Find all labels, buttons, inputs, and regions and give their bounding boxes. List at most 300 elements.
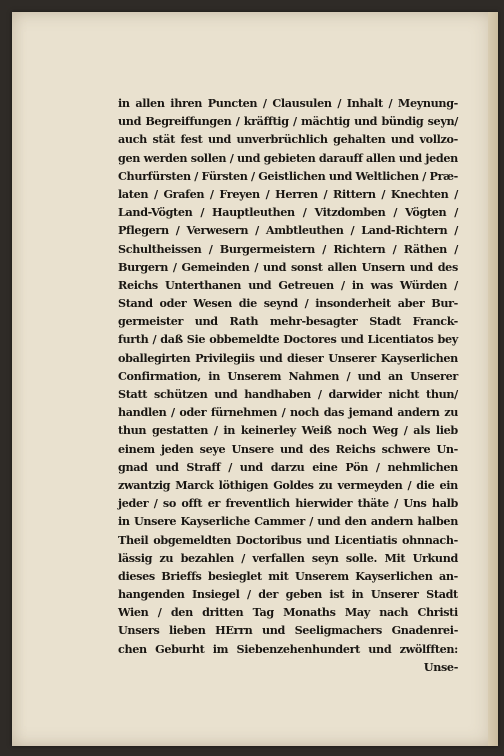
- word: oballegirten: [118, 350, 191, 365]
- word: Doctoribus: [236, 532, 302, 547]
- word: ein: [439, 477, 458, 492]
- word: seyn/: [427, 114, 458, 129]
- word: Kayserlichen: [380, 350, 458, 365]
- word: löthigen: [218, 477, 269, 492]
- word: Vögten: [405, 205, 447, 220]
- word: /: [388, 96, 393, 110]
- word: geben: [285, 587, 322, 602]
- word: /: [403, 423, 408, 438]
- word: Rath: [229, 314, 259, 329]
- word: Hauptleuthen: [212, 205, 295, 220]
- word: /: [153, 186, 158, 201]
- word: handlen: [118, 405, 167, 420]
- text-line: [118, 567, 458, 585]
- word: Urkund: [412, 550, 458, 565]
- word: Unserer: [328, 350, 376, 365]
- word: thun/: [426, 387, 458, 401]
- word: /: [247, 587, 251, 602]
- word: thun: [118, 423, 147, 438]
- word: des: [309, 441, 330, 456]
- word: Fürsten: [201, 168, 248, 183]
- word: Unserer: [370, 587, 419, 602]
- word: Christi: [417, 605, 458, 620]
- word: /: [393, 205, 398, 220]
- word: laten: [118, 186, 149, 201]
- word: Pön: [345, 459, 369, 474]
- word: hierwider: [295, 496, 353, 511]
- word: gen: [118, 150, 141, 165]
- word: oder: [179, 405, 207, 420]
- word: /: [213, 423, 218, 438]
- word: mit: [268, 568, 289, 583]
- word: /: [317, 387, 322, 401]
- word: /: [241, 550, 246, 565]
- word: Licentiatos: [367, 332, 434, 347]
- word: und: [354, 114, 378, 129]
- word: bey: [437, 332, 458, 347]
- word: Stand: [118, 296, 153, 311]
- word: germeister: [118, 314, 184, 329]
- word: /: [171, 405, 175, 420]
- word: Licentiatis: [334, 532, 398, 547]
- word: allen: [366, 150, 396, 165]
- word: in: [351, 587, 364, 602]
- word: besieglet: [207, 568, 262, 583]
- word: in: [223, 423, 236, 438]
- word: ihren: [170, 96, 203, 110]
- word: /: [309, 514, 313, 529]
- word: ohnnach-: [402, 532, 458, 547]
- word: unverbrüchlich: [236, 132, 328, 147]
- word: /: [200, 205, 205, 220]
- word: /: [454, 186, 458, 201]
- word: er: [207, 496, 220, 511]
- word: noch: [337, 423, 367, 438]
- word: andern: [370, 514, 414, 529]
- word: und: [118, 114, 142, 129]
- word: zwantzig: [118, 477, 171, 492]
- word: /: [454, 205, 458, 220]
- catchword: [118, 658, 458, 676]
- word: obbemeldte: [209, 332, 280, 347]
- word: und: [340, 332, 364, 347]
- word: Rittern: [333, 186, 376, 201]
- word: als: [413, 423, 431, 438]
- word: Räthen: [403, 241, 447, 256]
- word: mächtig: [301, 114, 350, 129]
- text-line: [118, 640, 458, 658]
- word: Confirmation,: [118, 368, 201, 383]
- word: Uns: [403, 496, 427, 511]
- word: und: [368, 641, 392, 656]
- word: Unsers: [118, 623, 160, 638]
- word: allen: [135, 96, 165, 110]
- word: fest: [180, 132, 203, 147]
- word: Privilegiis: [195, 350, 255, 365]
- word: /: [292, 114, 297, 129]
- word: und: [317, 514, 341, 529]
- word: Geistlichen: [258, 168, 326, 183]
- word: und: [409, 259, 433, 274]
- word: dritten: [202, 605, 244, 620]
- word: kräfftig: [243, 114, 289, 129]
- word: Stadt: [369, 314, 401, 329]
- word: May: [344, 605, 370, 620]
- word: Unsere: [133, 514, 177, 529]
- word: Unsere: [231, 441, 274, 456]
- word: Sie: [186, 332, 206, 347]
- word: /: [422, 168, 427, 183]
- word: Grafen: [163, 186, 205, 201]
- word: furth: [118, 332, 149, 347]
- word: den: [170, 605, 193, 620]
- text-line: [118, 385, 458, 403]
- word: den: [344, 514, 367, 529]
- word: /: [194, 168, 198, 183]
- word: auch: [118, 132, 147, 147]
- word: sonst: [290, 259, 323, 274]
- text-line: [118, 258, 458, 276]
- word: Gemeinden: [181, 259, 250, 274]
- word: /: [250, 168, 255, 183]
- text-line: [118, 476, 458, 494]
- word: chen: [118, 641, 147, 656]
- word: und: [237, 150, 261, 165]
- word: gehalten: [333, 132, 386, 147]
- word: nicht: [388, 387, 420, 401]
- word: was: [370, 277, 393, 292]
- word: im: [212, 641, 229, 656]
- word: gnad: [118, 459, 148, 474]
- text-line: [118, 185, 458, 203]
- word: Ambtleuthen: [265, 223, 344, 238]
- word: handhaben: [244, 387, 311, 401]
- word: und: [261, 623, 286, 638]
- word: Stadt: [426, 587, 458, 602]
- word: schwere: [381, 441, 431, 456]
- word: Wesen: [193, 296, 232, 311]
- word: und: [279, 441, 303, 456]
- word: Weg: [372, 423, 398, 438]
- word: Reichs: [118, 277, 158, 292]
- word: dieser: [287, 350, 324, 365]
- word: Unserem: [227, 368, 282, 383]
- word: solle.: [345, 550, 378, 565]
- word: nehmlichen: [387, 459, 458, 474]
- word: Land-Vögten: [118, 205, 193, 220]
- text-line: [118, 294, 458, 312]
- word: /: [322, 241, 327, 256]
- word: vermeyden: [337, 477, 403, 492]
- word: insonderheit: [315, 296, 391, 311]
- word: Land-Richtern: [361, 223, 448, 238]
- word: seye: [199, 441, 226, 456]
- word: Seeligmachers: [294, 623, 383, 638]
- word: /: [323, 186, 328, 201]
- word: /: [152, 332, 157, 347]
- word: Freyen: [219, 186, 260, 201]
- word: Goldes: [273, 477, 314, 492]
- word: jemand: [348, 405, 393, 420]
- word: /: [265, 186, 270, 201]
- word: jeder: [118, 496, 149, 511]
- text-line: [118, 149, 458, 167]
- word: offt: [181, 496, 203, 511]
- word: HErrn: [215, 623, 253, 638]
- word: an: [388, 368, 403, 383]
- word: /: [175, 223, 180, 238]
- word: der: [258, 587, 279, 602]
- word: /: [375, 459, 380, 474]
- word: werden: [143, 150, 188, 165]
- word: und: [207, 132, 232, 147]
- text-line: [118, 531, 458, 549]
- word: oder: [159, 296, 187, 311]
- word: zwölfften:: [399, 641, 458, 656]
- word: und: [248, 277, 272, 292]
- word: /: [229, 150, 234, 165]
- word: /: [381, 186, 386, 201]
- word: Bur-: [431, 296, 458, 311]
- word: /: [407, 477, 412, 492]
- text-line: [118, 276, 458, 294]
- word: hangenden: [118, 587, 185, 602]
- word: Unserer: [410, 368, 458, 383]
- word: /: [208, 241, 213, 256]
- word: und: [194, 314, 218, 329]
- word: ist: [329, 587, 345, 602]
- word: eine: [312, 459, 338, 474]
- word: Churfürsten: [118, 168, 191, 183]
- word: Unterthanen: [164, 277, 242, 292]
- word: nach: [379, 605, 409, 620]
- word: Meynung-: [397, 96, 458, 110]
- word: jeden: [160, 441, 194, 456]
- word: Præ-: [429, 168, 458, 183]
- word: dieses: [118, 568, 155, 583]
- word: und: [306, 532, 330, 547]
- word: noch: [289, 405, 320, 420]
- word: schützen: [154, 387, 208, 401]
- word: Insiegel: [192, 587, 240, 602]
- word: Franck-: [412, 314, 458, 329]
- text-line: [118, 130, 458, 148]
- text-line: [118, 203, 458, 221]
- word: allen: [327, 259, 357, 274]
- word: die: [416, 477, 435, 492]
- word: seyn: [311, 550, 339, 565]
- word: /: [350, 223, 355, 238]
- word: in: [351, 277, 364, 292]
- word: /: [255, 223, 259, 238]
- word: /: [346, 368, 351, 383]
- word: Unserem: [295, 568, 349, 583]
- word: zu: [444, 405, 458, 420]
- word: /: [394, 496, 398, 511]
- word: andern: [397, 405, 440, 420]
- word: halben: [417, 514, 458, 529]
- word: zu: [318, 477, 333, 492]
- word: Burgern: [118, 259, 169, 274]
- word: Theil: [118, 532, 149, 547]
- text-line: [118, 349, 458, 367]
- word: und: [357, 368, 381, 383]
- word: Kayserliche: [180, 514, 250, 529]
- word: Knechten: [390, 186, 449, 201]
- word: /: [228, 459, 232, 474]
- word: /: [262, 96, 267, 110]
- word: und: [398, 150, 422, 165]
- word: lässig: [118, 550, 153, 565]
- word: Burgermeistern: [219, 241, 315, 256]
- word: /: [337, 96, 342, 110]
- word: Richtern: [333, 241, 386, 256]
- word: so: [162, 496, 176, 511]
- word: Getreuen: [278, 277, 334, 292]
- text-line: [118, 494, 458, 512]
- word: und: [259, 350, 283, 365]
- word: Verwesern: [186, 223, 249, 238]
- word: Pflegern: [118, 223, 169, 238]
- word: in: [208, 368, 220, 383]
- text-line: [118, 585, 458, 603]
- word: an-: [438, 568, 458, 583]
- document-page: [12, 12, 498, 746]
- word: darwider: [328, 387, 382, 401]
- word: /: [340, 277, 345, 292]
- word: /: [157, 605, 162, 620]
- word: zu: [159, 550, 174, 565]
- word: Weiß: [301, 423, 332, 438]
- word: Inhalt: [346, 96, 383, 110]
- text-line: [118, 403, 458, 421]
- word: bündig: [381, 114, 424, 129]
- text-line: [118, 549, 458, 567]
- word: darauff: [318, 150, 363, 165]
- word: Geburht: [155, 641, 205, 656]
- text-line: [118, 330, 458, 348]
- word: /: [235, 114, 240, 129]
- word: Tag: [252, 605, 274, 620]
- word: und: [239, 459, 263, 474]
- word: /: [392, 241, 397, 256]
- word: Reichs: [335, 441, 376, 456]
- text-line: [118, 512, 458, 530]
- word: Siebenzehenhundert: [236, 641, 360, 656]
- text-line: [118, 621, 458, 639]
- word: aber: [397, 296, 425, 311]
- word: Un-: [436, 441, 458, 456]
- word: /: [454, 277, 458, 292]
- word: Würden: [399, 277, 448, 292]
- word: Begreiffungen: [145, 114, 232, 129]
- word: Vitzdomben: [314, 205, 386, 220]
- word: lieben: [168, 623, 206, 638]
- word: keinerley: [240, 423, 296, 438]
- word: in: [118, 514, 130, 529]
- word: Puncten: [207, 96, 258, 110]
- word: Monaths: [283, 605, 336, 620]
- word: freventlich: [225, 496, 290, 511]
- word: in: [118, 96, 130, 110]
- word: /: [304, 296, 309, 311]
- word: verfallen: [252, 550, 305, 565]
- word: darzu: [270, 459, 305, 474]
- word: lieb: [435, 423, 458, 438]
- word: obgemeldten: [153, 532, 232, 547]
- word: und: [214, 387, 238, 401]
- word: /: [454, 241, 458, 256]
- text-line: [118, 603, 458, 621]
- text-line: [118, 112, 458, 130]
- word: bezahlen: [180, 550, 234, 565]
- word: Statt: [118, 387, 148, 401]
- word: das: [323, 405, 345, 420]
- word: Schultheissen: [118, 241, 202, 256]
- word: gebieten: [263, 150, 316, 165]
- text-line: [118, 221, 458, 239]
- text-line: [118, 367, 458, 385]
- text-line: [118, 458, 458, 476]
- word: halb: [431, 496, 458, 511]
- word: Cammer: [254, 514, 305, 529]
- word: Weltlichen: [355, 168, 419, 183]
- word: gestatten: [151, 423, 209, 438]
- text-line: [118, 421, 458, 439]
- body-text: [118, 94, 458, 676]
- word: Wien: [118, 605, 149, 620]
- word: /: [209, 186, 214, 201]
- text-line: [118, 240, 458, 258]
- word: /: [281, 405, 286, 420]
- word: mehr-besagter: [269, 314, 358, 329]
- word: Straff: [186, 459, 221, 474]
- word: /: [254, 259, 259, 274]
- word: und: [390, 132, 414, 147]
- catchword-text: Unse-: [423, 659, 458, 674]
- word: Nahmen: [288, 368, 340, 383]
- word: und: [328, 168, 352, 183]
- word: und: [263, 259, 287, 274]
- word: jeden: [425, 150, 458, 165]
- word: Brieffs: [161, 568, 202, 583]
- word: einem: [118, 441, 155, 456]
- text-line: [118, 167, 458, 185]
- word: Unsern: [361, 259, 405, 274]
- word: des: [437, 259, 458, 274]
- word: /: [454, 223, 458, 238]
- word: Doctores: [283, 332, 337, 347]
- word: Herren: [275, 186, 318, 201]
- word: und: [155, 459, 179, 474]
- word: Gnadenrei-: [391, 623, 458, 638]
- word: die: [238, 296, 257, 311]
- page-edge: [488, 12, 498, 746]
- word: seynd: [263, 296, 298, 311]
- word: thäte: [357, 496, 389, 511]
- word: sollen: [190, 150, 227, 165]
- word: Kayserlichen: [355, 568, 433, 583]
- text-line: [118, 312, 458, 330]
- word: daß: [160, 332, 183, 347]
- word: Clausulen: [272, 96, 332, 110]
- word: vollzo-: [419, 132, 458, 147]
- word: /: [302, 205, 307, 220]
- word: /: [153, 496, 158, 511]
- word: /: [172, 259, 177, 274]
- word: stät: [152, 132, 175, 147]
- word: Mit: [384, 550, 406, 565]
